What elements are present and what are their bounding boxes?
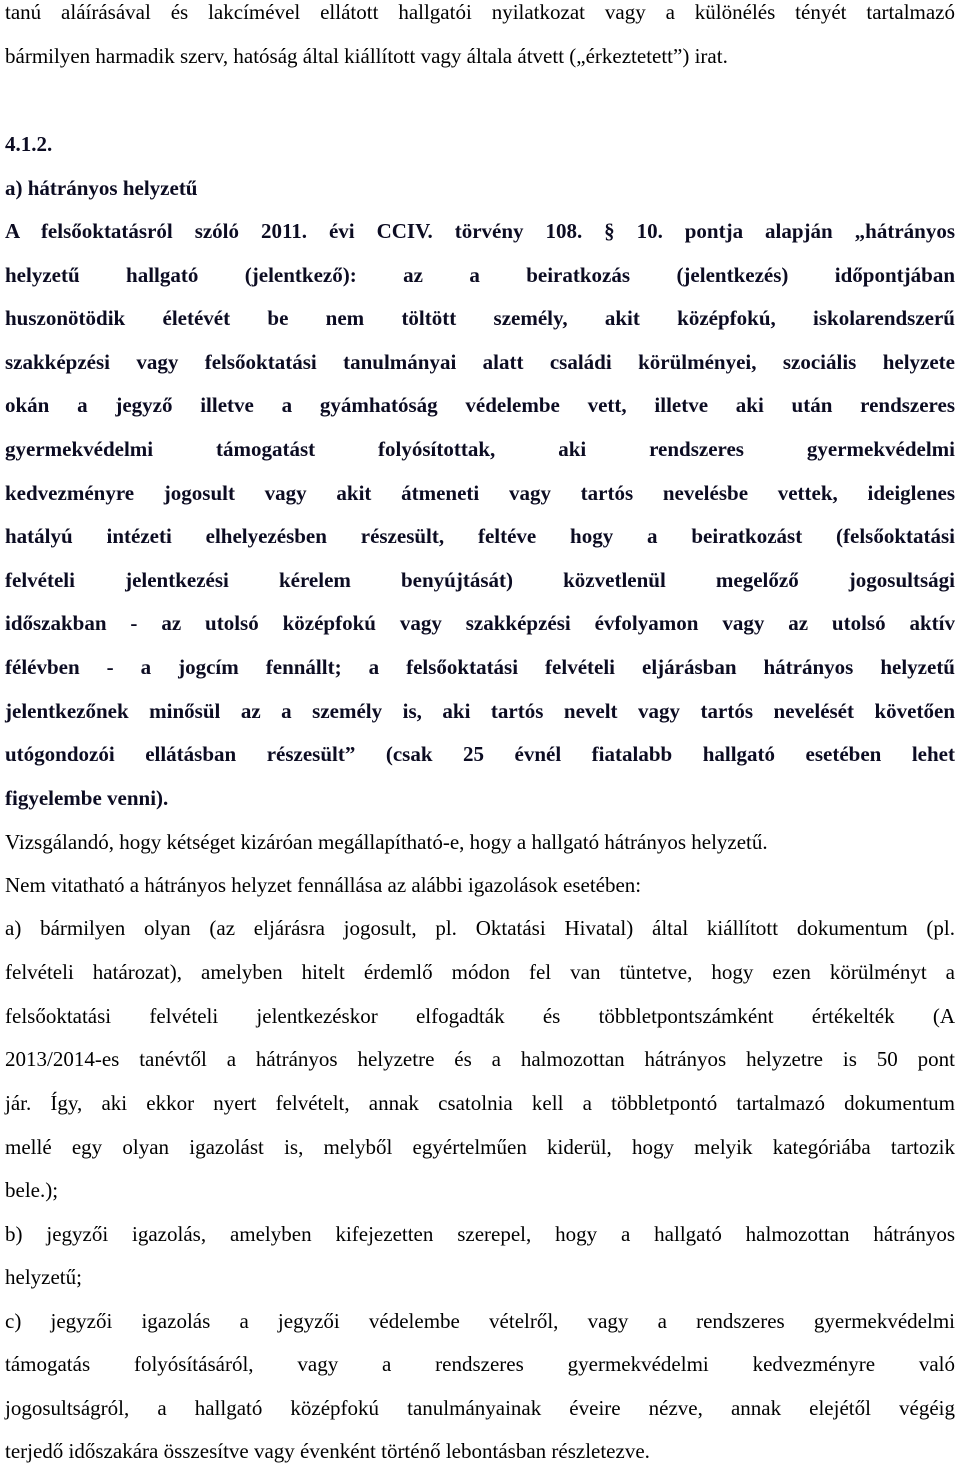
definition-line: hatályú intézeti elhelyezésben részesült, feltéve hogy a beiratkozást (felsőoktatási bbox=[5, 524, 955, 548]
definition-line: A felsőoktatásról szóló 2011. évi CCIV. törvény 108. § 10. pontja alapján „hátrányos bbox=[5, 219, 955, 243]
definition-line: felvételi jelentkezési kérelem benyújtását) közvetlenül megelőző jogosultsági bbox=[5, 568, 955, 592]
definition-line: gyermekvédelmi támogatást folyósítottak, aki rendszeres gyermekvédelmi bbox=[5, 437, 955, 461]
body-line: mellé egy olyan igazolást is, melyből egyértelműen kiderül, hogy melyik kategóriába tartozik bbox=[5, 1135, 955, 1159]
body-line: felvételi határozat), amelyben hitelt érdemlő módon fel van tüntetve, hogy ezen körülményt a bbox=[5, 960, 955, 984]
intro-line: bármilyen harmadik szerv, hatóság által kiállított vagy általa átvett („érkeztetett”) irat. bbox=[5, 44, 728, 68]
body-line: helyzetű; bbox=[5, 1265, 82, 1289]
body-line: felsőoktatási felvételi jelentkezéskor elfogadták és többletpontszámként értékelték (A bbox=[5, 1004, 955, 1028]
intro-line: tanú aláírásával és lakcímével ellátott hallgatói nyilatkozat vagy a különélés tényét tartalmazó bbox=[5, 0, 955, 24]
body-line: a) bármilyen olyan (az eljárásra jogosult, pl. Oktatási Hivatal) által kiállított dokumentum (pl. bbox=[5, 916, 955, 940]
body-line: b) jegyzői igazolás, amelyben kifejezetten szerepel, hogy a hallgató halmozottan hátrányos bbox=[5, 1222, 955, 1246]
body-line: 2013/2014-es tanévtől a hátrányos helyzetre és a halmozottan hátrányos helyzetre is 50 pont bbox=[5, 1047, 955, 1071]
definition-line: kedvezményre jogosult vagy akit átmeneti vagy tartós nevelésbe vettek, ideiglenes bbox=[5, 481, 955, 505]
section-heading: a) hátrányos helyzetű bbox=[5, 176, 198, 200]
body-line: támogatás folyósításáról, vagy a rendszeres gyermekvédelmi kedvezményre való bbox=[5, 1352, 955, 1376]
definition-line: időszakban - az utolsó középfokú vagy szakképzési évfolyamon vagy az utolsó aktív bbox=[5, 611, 955, 635]
body-line: terjedő időszakára összesítve vagy évenként történő lebontásban részletezve. bbox=[5, 1439, 650, 1463]
body-line: Vizsgálandó, hogy kétséget kizáróan megállapítható-e, hogy a hallgató hátrányos helyzetű. bbox=[5, 830, 768, 854]
definition-line: jelentkezőnek minősül az a személy is, aki tartós nevelt vagy tartós nevelését követően bbox=[5, 699, 955, 723]
definition-line: szakképzési vagy felsőoktatási tanulmányai alatt családi körülményei, szociális helyzete bbox=[5, 350, 955, 374]
definition-line: huszonötödik életévét be nem töltött személy, akit középfokú, iskolarendszerű bbox=[5, 306, 955, 330]
body-line: c) jegyzői igazolás a jegyzői védelembe vételről, vagy a rendszeres gyermekvédelmi bbox=[5, 1309, 955, 1333]
definition-line: helyzetű hallgató (jelentkező): az a beiratkozás (jelentkezés) időpontjában bbox=[5, 263, 955, 287]
section-number: 4.1.2. bbox=[5, 132, 53, 156]
definition-line: figyelembe venni). bbox=[5, 786, 169, 810]
body-line: bele.); bbox=[5, 1178, 59, 1202]
definition-line: utógondozói ellátásban részesült” (csak 25 évnél fiatalabb hallgató esetében lehet bbox=[5, 742, 955, 766]
body-line: Nem vitatható a hátrányos helyzet fennállása az alábbi igazolások esetében: bbox=[5, 873, 642, 897]
body-line: jogosultságról, a hallgató középfokú tanulmányainak éveire nézve, annak elejétől végéig bbox=[5, 1396, 955, 1420]
definition-line: okán a jegyző illetve a gyámhatóság védelembe vett, illetve aki után rendszeres bbox=[5, 393, 955, 417]
body-line: jár. Így, aki ekkor nyert felvételt, annak csatolnia kell a többletpontó tartalmazó dokumentum bbox=[5, 1091, 955, 1115]
definition-line: félévben - a jogcím fennállt; a felsőoktatási felvételi eljárásban hátrányos helyzetű bbox=[5, 655, 955, 679]
